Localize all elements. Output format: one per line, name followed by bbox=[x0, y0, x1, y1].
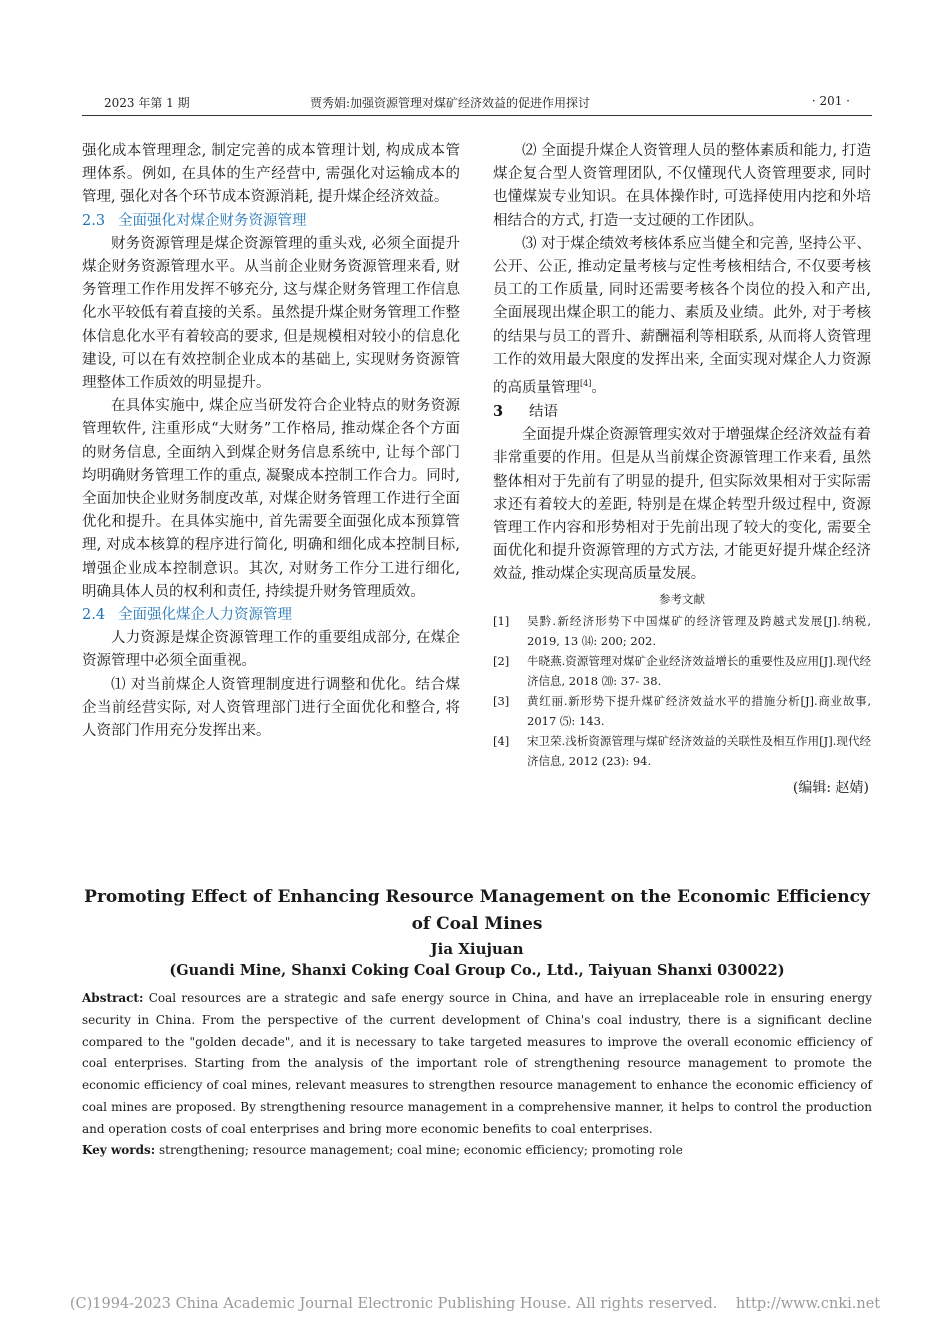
english-title: Promoting Effect of Enhancing Resource Management on the Economic Efficiency of Coal Mines bbox=[84, 887, 870, 934]
issue-label: 2023 年第 1 期 bbox=[104, 96, 190, 110]
section-heading-3 bbox=[493, 400, 871, 424]
running-title: 贾秀娟:加强资源管理对煤矿经济效益的促进作用探讨 bbox=[310, 96, 591, 110]
english-abstract bbox=[82, 988, 872, 1141]
keywords-text: strengthening; resource management; coal mine; economic efficiency; promoting role bbox=[159, 1143, 683, 1157]
left-column bbox=[82, 140, 460, 743]
english-keywords bbox=[82, 1140, 872, 1160]
references bbox=[493, 589, 871, 771]
paragraph: 人力资源是煤企资源管理工作的重要组成部分, 在煤企资源管理中必须全面重视。 bbox=[82, 630, 460, 670]
paragraph: 在具体实施中, 煤企应当研发符合企业特点的财务资源管理软件, 注重形成“大财务”工作格局, 推动煤企各个方面的财务信息, 全面纳入到煤企财务信息系统中, 让每个部门均明确财务管理工作的重点, 凝聚成本控制工作合力。同时, 全面加快企业财务制度改革, 对煤企财务管理工作进行全面优化和提升。在具体实施中, 首先需要全面强化成本预算管理, 对成本核算的程序进行简化, 明确和细化成本控制目标, 增强企业成本控制意识。其次, 对财务工作分工进行细化, 明确具体人员的权利和责任, 持续提升财务管理质效。 bbox=[82, 398, 460, 600]
keywords-label: Key words: bbox=[82, 1143, 156, 1157]
paragraph: 全面提升煤企资源管理实效对于增强煤企经济效益有着非常重要的作用。但是从当前煤企资源管理工作来看, 虽然整体相对于先前有了明显的提升, 但实际效果相对于实际需求还有着较大的差距, 特别是在煤企转型升级过程中, 资源管理工作内容和形势相对于先前出现了较大的变化, 需要全面优化和提升资源管理的方式方法, 才能更好提升煤企经济效益, 推动煤企实现高质量发展。 bbox=[493, 427, 871, 583]
reference-item bbox=[493, 611, 871, 651]
paragraph: 强化成本管理理念, 制定完善的成本管理计划, 构成成本管理体系。例如, 在具体的生产经营中, 需强化对运输成本的管理, 强化对各个环节成本资源消耗, 提升煤企经济效益。 bbox=[82, 143, 460, 206]
citation[interactable]: [4] bbox=[580, 379, 592, 389]
paragraph: ⑴ 对当前煤企人资管理制度进行调整和优化。结合煤企当前经营实际, 对人资管理部门进行全面优化和整合, 将人资部门作用充分发挥出来。 bbox=[82, 676, 460, 740]
reference-number: [3] bbox=[493, 693, 510, 708]
running-header bbox=[104, 94, 850, 112]
reference-item bbox=[493, 731, 871, 771]
paragraph bbox=[493, 233, 871, 400]
reference-number: [2] bbox=[493, 653, 510, 668]
section-title: 全面强化煤企人力资源管理 bbox=[118, 607, 292, 624]
section-number: 3 bbox=[493, 403, 504, 421]
reference-number: [1] bbox=[493, 613, 510, 628]
paragraph-end: 。 bbox=[591, 379, 606, 396]
references-title: 参考文献 bbox=[659, 591, 705, 606]
english-author: Jia Xiujuan bbox=[430, 940, 524, 958]
page-number: · 201 · bbox=[811, 94, 850, 108]
reference-item bbox=[493, 651, 871, 691]
abstract-text: Coal resources are a strategic and safe energy source in China, and have an irreplaceable role in ensuring energy security in China. From the perspective of the current development of China's coal industry, there is a significant decline compared to the "golden decade", and it is necessary to take targeted measures to improve the overall economic efficiency of coal enterprises. Starting from the analysis of the important role of strengthening resource management to promote the economic efficiency of coal mines, relevant measures to strengthen resource management to enhance the economic efficiency of coal mines are proposed. By strengthening resource management in a comprehensive manner, it helps to control the production and operation costs of coal enterprises and bring more economic benefits to coal enterprises. bbox=[82, 991, 872, 1136]
section-heading-2-3 bbox=[82, 210, 460, 233]
paragraph-text: ⑶ 对于煤企绩效考核体系应当健全和完善, 坚持公平、公开、公正, 推动定量考核与定性考核相结合, 不仅要考核员工的工作质量, 同时还需要考核各个岗位的投入和产出, 全面展现出煤企职工的能力、素质及业绩。此外, 对于考核的结果与员工的晋升、薪酬福利等相联系, 从而将人资管理工作的效用最大限度的发挥出来, 全面实现对煤企人力资源的高质量管理 bbox=[493, 235, 871, 396]
paragraph: ⑵ 全面提升煤企人资管理人员的整体素质和能力, 打造煤企复合型人资管理团队, 不仅懂现代人资管理要求, 同时也懂煤炭专业知识。在具体操作时, 可选择使用内挖和外培相结合的方式, 打造一支过硬的工作团队。 bbox=[493, 143, 871, 229]
section-heading-2-4 bbox=[82, 604, 460, 627]
section-title: 全面强化对煤企财务资源管理 bbox=[118, 212, 307, 229]
section-number: 2.3 bbox=[82, 212, 106, 229]
english-affiliation: (Guandi Mine, Shanxi Coking Coal Group Co., Ltd., Taiyuan Shanxi 030022) bbox=[169, 962, 785, 979]
editor-note: (编辑: 赵婧) bbox=[792, 779, 869, 796]
section-number: 2.4 bbox=[82, 607, 106, 624]
copyright-footer: (C)1994-2023 China Academic Journal Electronic Publishing House. All rights reserved. http://www.cnki.net bbox=[69, 1296, 881, 1312]
reference-text: 宋卫荣.浅析资源管理与煤矿经济效益的关联性及相互作用[J].现代经济信息, 2012 (23): 94. bbox=[527, 733, 871, 768]
paragraph: 财务资源管理是煤企资源管理的重头戏, 必须全面提升煤企财务资源管理水平。从当前企业财务资源管理来看, 财务管理工作作用发挥不够充分, 这与煤企财务管理工作信息化水平较低有着直接的关系。虽然提升煤企财务管理工作整体信息化水平有着较高的要求, 但是规模相对较小的信息化建设, 可以在有效控制企业成本的基础上, 实现财务资源管理整体工作质效的明显提升。 bbox=[82, 235, 460, 392]
reference-text: 牛晓燕.资源管理对煤矿企业经济效益增长的重要性及应用[J].现代经济信息, 2018 ⒇: 37- 38. bbox=[527, 653, 871, 688]
header-rule bbox=[82, 115, 872, 116]
reference-item bbox=[493, 691, 871, 731]
abstract-label: Abstract: bbox=[82, 991, 144, 1005]
reference-number: [4] bbox=[493, 733, 510, 748]
reference-text: 黄红丽.新形势下提升煤矿经济效益水平的措施分析[J].商业故事, 2017 ⑸: 143. bbox=[527, 693, 871, 728]
section-title: 结语 bbox=[529, 404, 558, 421]
reference-text: 吴黔.新经济形势下中国煤矿的经济管理及跨越式发展[J].纳税, 2019, 13 ⒁: 200; 202. bbox=[527, 613, 871, 648]
right-column bbox=[493, 140, 871, 800]
